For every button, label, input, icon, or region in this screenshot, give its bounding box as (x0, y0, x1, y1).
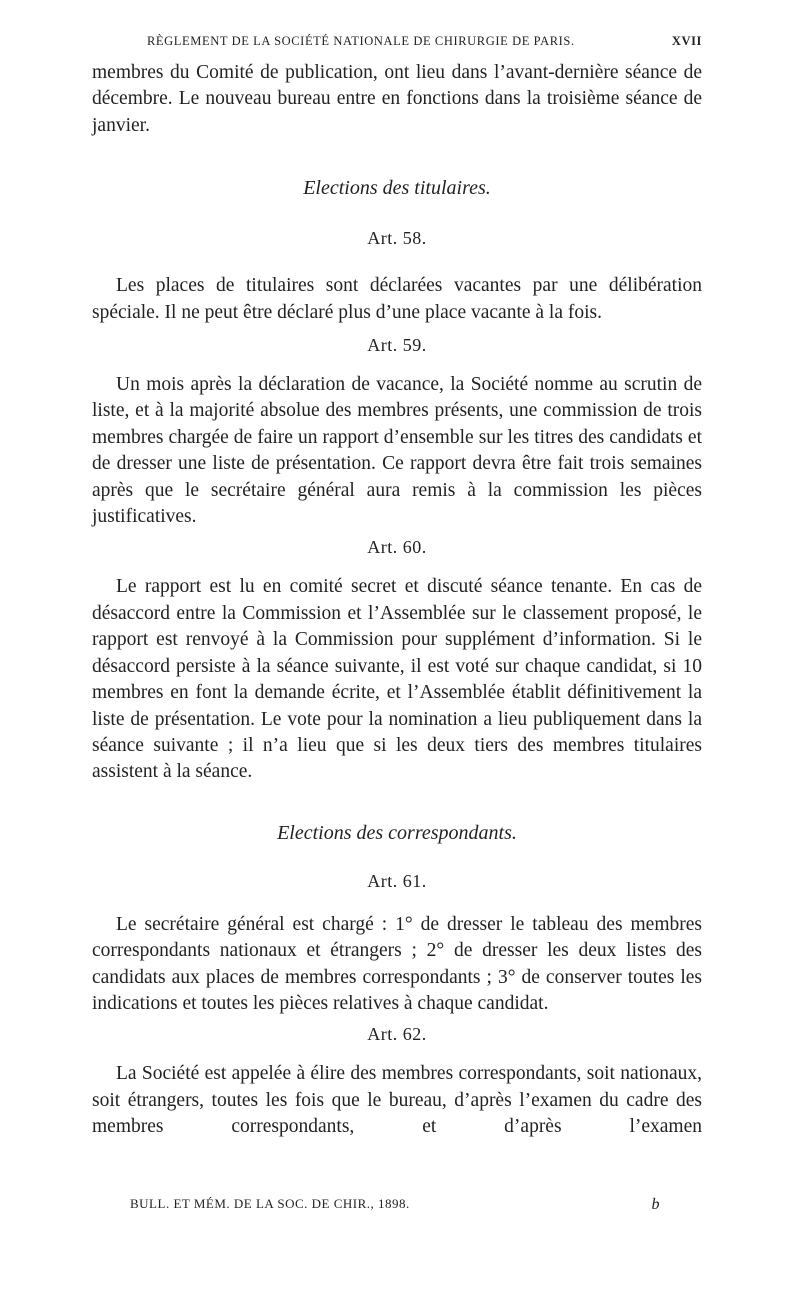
footer-citation: BULL. ET MÉM. DE LA SOC. DE CHIR., 1898. (130, 1196, 410, 1211)
page-number: XVII (671, 34, 702, 48)
running-head-title: RÈGLEMENT DE LA SOCIÉTÉ NATIONALE DE CHIRURGIE DE PARIS. (147, 34, 575, 48)
section-title-titulaires: Elections des titulaires. (303, 177, 491, 200)
article-62-text: La Société est appelée à élire des membres correspondants, soit nationaux, soit étrangers, toutes les fois que le bureau, d’après l’examen du cadre des membres correspondants, et d’après l’examen (92, 1063, 702, 1138)
article-heading-60: Art. 60. (367, 537, 427, 558)
article-heading-62: Art. 62. (367, 1024, 427, 1045)
article-61-text: Le secrétaire général est chargé : 1° de dresser le tableau des membres correspondants nationaux et étrangers ; 2° de dresser les deux listes des candidats aux places de membres correspondants ; 3° de conserver toutes les indications et toutes les pièces relatives à chaque candidat. (92, 913, 702, 1014)
paragraph-continuation: membres du Comité de publication, ont lieu dans l’avant-dernière séance de décembre. Le nouveau bureau entre en fonctions dans la troisième séance de janvier. (92, 62, 702, 136)
article-heading-59: Art. 59. (367, 335, 427, 356)
article-heading-58: Art. 58. (367, 228, 427, 249)
page-footer (130, 1196, 660, 1214)
section-title-correspondants: Elections des correspondants. (277, 821, 517, 844)
page-body (92, 30, 702, 1141)
article-58-text: Les places de titulaires sont déclarées vacantes par une délibération spéciale. Il ne peut être déclaré plus d’une place vacante à la fois. (92, 275, 702, 323)
article-heading-61: Art. 61. (367, 870, 427, 891)
article-60-text: Le rapport est lu en comité secret et discuté séance tenante. En cas de désaccord entre la Commission et l’Assemblée sur le classement proposé, le rapport est renvoyé à la Commission pour supplément d’information. Si le désaccord persiste à la séance suivante, il est voté sur chaque candidat, si 10 membres en font la demande écrite, et l’Assemblée établit définitivement la liste de présentation. Le vote pour la nomination a lieu publiquement dans la séance suivante ; il n’a lieu que si les deux tiers des membres titulaires assistent à la séance. (92, 576, 702, 783)
signature-mark: b (651, 1196, 660, 1213)
running-head (147, 30, 702, 52)
article-59-text: Un mois après la déclaration de vacance, la Société nomme au scrutin de liste, et à la majorité absolue des membres présents, une commission de trois membres chargée de faire un rapport d’ensemble sur les titres des candidats et de dresser une liste de présentation. Ce rapport devra être fait trois semaines après que le secrétaire général aura remis à la commission les pièces justificatives. (92, 374, 702, 528)
